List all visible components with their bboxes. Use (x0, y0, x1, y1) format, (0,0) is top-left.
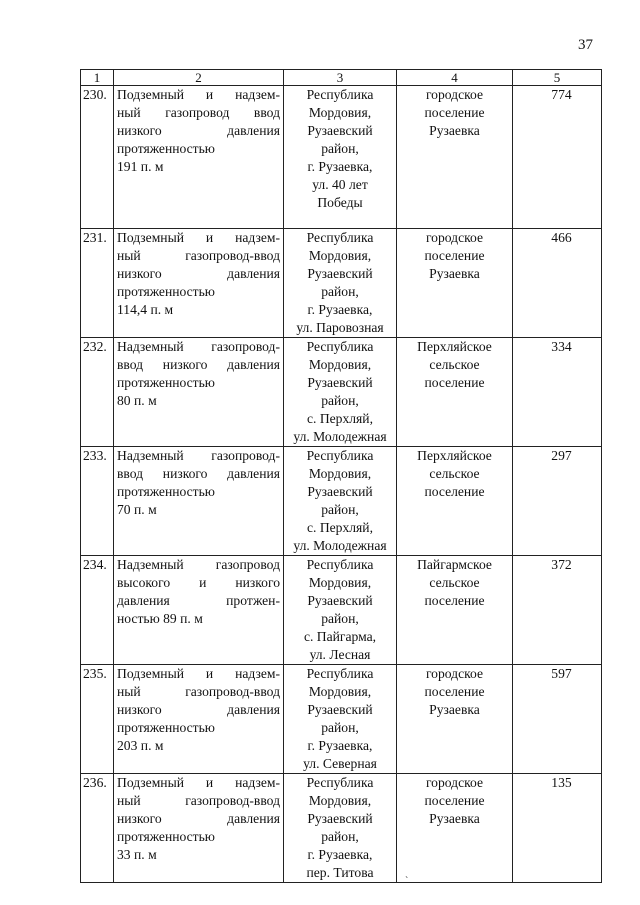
row-number: 236. (81, 774, 114, 883)
address-line: г. Рузаевка, (307, 847, 373, 862)
table-row (81, 774, 602, 883)
object-line: высокого и низкого (117, 575, 280, 590)
address-line: Республика (306, 557, 374, 572)
settlement-line: поселение (424, 593, 485, 608)
row-number: 235. (81, 665, 114, 774)
object-line: протяженностью (117, 375, 215, 390)
object-line: протяженностью (117, 829, 215, 844)
settlement-line: Пайгармское (417, 557, 492, 572)
address-line: с. Перхляй, (307, 520, 373, 535)
object-line: ностью 89 п. м (117, 611, 203, 626)
settlement (397, 556, 513, 665)
address-line: район, (321, 829, 359, 844)
row-number: 230. (81, 86, 114, 229)
settlement-line: поселение (424, 793, 485, 808)
settlement-line: городское (425, 87, 484, 102)
settlement-line: Перхляйское (417, 448, 492, 463)
object-line: 191 п. м (117, 159, 164, 174)
address-line: Республика (306, 230, 374, 245)
object-description (114, 86, 284, 229)
settlement-line: Перхляйское (417, 339, 492, 354)
settlement-line: поселение (424, 684, 485, 699)
table-header-row (81, 70, 602, 86)
object-line: Подземный и надзем- (117, 87, 280, 102)
settlement (397, 86, 513, 229)
address (284, 338, 397, 447)
settlement (397, 447, 513, 556)
address-line: Рузаевский (307, 484, 373, 499)
object-line: низкого давления (117, 123, 280, 138)
length-value: 297 (513, 447, 602, 556)
row-number: 234. (81, 556, 114, 665)
length-value: 334 (513, 338, 602, 447)
address (284, 556, 397, 665)
settlement (397, 665, 513, 774)
address (284, 86, 397, 229)
address-line: район, (321, 502, 359, 517)
address-line: ул. Лесная (309, 647, 371, 662)
length-value: 135 (513, 774, 602, 883)
settlement-line: Рузаевка (429, 266, 480, 281)
object-line: Надземный газопровод (117, 557, 280, 572)
object-line: 114,4 п. м (117, 302, 174, 317)
address (284, 774, 397, 883)
address-line: Республика (306, 87, 374, 102)
object-description (114, 447, 284, 556)
settlement-line: поселение (424, 105, 485, 120)
object-line: 70 п. м (117, 502, 157, 517)
settlement-line: городское (425, 230, 484, 245)
address-line: Республика (306, 339, 374, 354)
object-line: Надземный газопровод- (117, 339, 280, 354)
address-line: Рузаевский (307, 702, 373, 717)
object-line: низкого давления (117, 266, 280, 281)
object-description (114, 556, 284, 665)
object-line: протяженностью (117, 284, 215, 299)
object-line: протяженностью (117, 720, 215, 735)
object-description (114, 665, 284, 774)
address-line: Мордовия, (308, 248, 372, 263)
row-number: 231. (81, 229, 114, 338)
address-line: Рузаевский (307, 811, 373, 826)
address-line: с. Перхляй, (307, 411, 373, 426)
table-row (81, 86, 602, 229)
address-line: пер. Титова (306, 865, 374, 880)
address-line: Республика (306, 775, 374, 790)
object-line: протяженностью (117, 484, 215, 499)
column-header: 3 (284, 70, 397, 86)
address-line: Мордовия, (308, 357, 372, 372)
length-value: 466 (513, 229, 602, 338)
object-line: Надземный газопровод- (117, 448, 280, 463)
object-line: протяженностью (117, 141, 215, 156)
object-line: низкого давления (117, 702, 280, 717)
table-row (81, 665, 602, 774)
column-header: 2 (114, 70, 284, 86)
address-line: Мордовия, (308, 466, 372, 481)
table-row (81, 447, 602, 556)
table-row (81, 338, 602, 447)
object-line: ный газопровод-ввод (117, 793, 280, 808)
address-line: ул. 40 лет (312, 177, 368, 192)
length-value: 372 (513, 556, 602, 665)
object-line: 33 п. м (117, 847, 157, 862)
footer-mark: ` (405, 876, 409, 887)
address-line: район, (321, 393, 359, 408)
settlement-line: сельское (429, 466, 480, 481)
address-line: Мордовия, (308, 575, 372, 590)
registry-table (80, 69, 602, 883)
address-line: г. Рузаевка, (307, 159, 373, 174)
page-number: 37 (578, 37, 593, 53)
address-line: район, (321, 284, 359, 299)
length-value: 597 (513, 665, 602, 774)
object-line: ный газопровод-ввод (117, 248, 280, 263)
object-description (114, 229, 284, 338)
settlement-line: поселение (424, 375, 485, 390)
address-line: ул. Паровозная (296, 320, 384, 335)
settlement-line: Рузаевка (429, 702, 480, 717)
address-line: Мордовия, (308, 684, 372, 699)
address-line: Рузаевский (307, 266, 373, 281)
settlement-line: городское (425, 666, 484, 681)
table-row (81, 556, 602, 665)
object-line: 80 п. м (117, 393, 157, 408)
object-line: Подземный и надзем- (117, 666, 280, 681)
object-line: ввод низкого давления (117, 466, 280, 481)
object-line: ный газопровод ввод (117, 105, 280, 120)
column-header: 5 (513, 70, 602, 86)
column-header: 4 (397, 70, 513, 86)
row-number: 233. (81, 447, 114, 556)
address-line: Республика (306, 448, 374, 463)
address-line: Мордовия, (308, 105, 372, 120)
address (284, 665, 397, 774)
address-line: ул. Северная (303, 756, 377, 771)
address-line: с. Пайгарма, (303, 629, 377, 644)
address-line: район, (321, 720, 359, 735)
length-value: 774 (513, 86, 602, 229)
object-line: 203 п. м (117, 738, 164, 753)
address (284, 447, 397, 556)
object-line: ввод низкого давления (117, 357, 280, 372)
address-line: г. Рузаевка, (307, 302, 373, 317)
address (284, 229, 397, 338)
settlement (397, 774, 513, 883)
settlement-line: Рузаевка (429, 811, 480, 826)
object-line: Подземный и надзем- (117, 775, 280, 790)
address-line: Мордовия, (308, 793, 372, 808)
settlement-line: поселение (424, 248, 485, 263)
address-line: Победы (317, 195, 363, 210)
address-line: Республика (306, 666, 374, 681)
object-line: ный газопровод-ввод (117, 684, 280, 699)
object-line: давления протжен- (117, 593, 280, 608)
object-description (114, 774, 284, 883)
object-description (114, 338, 284, 447)
settlement-line: Рузаевка (429, 123, 480, 138)
column-header: 1 (81, 70, 114, 86)
address-line: Рузаевский (307, 375, 373, 390)
settlement (397, 229, 513, 338)
address-line: Рузаевский (307, 123, 373, 138)
settlement-line: сельское (429, 357, 480, 372)
address-line: ул. Молодежная (293, 538, 387, 553)
settlement (397, 338, 513, 447)
address-line: ул. Молодежная (293, 429, 387, 444)
address-line: район, (321, 141, 359, 156)
address-line: район, (321, 611, 359, 626)
address-line: Рузаевский (307, 593, 373, 608)
address-line: г. Рузаевка, (307, 738, 373, 753)
settlement-line: поселение (424, 484, 485, 499)
settlement-line: городское (425, 775, 484, 790)
row-number: 232. (81, 338, 114, 447)
table-row (81, 229, 602, 338)
settlement-line: сельское (429, 575, 480, 590)
object-line: Подземный и надзем- (117, 230, 280, 245)
object-line: низкого давления (117, 811, 280, 826)
